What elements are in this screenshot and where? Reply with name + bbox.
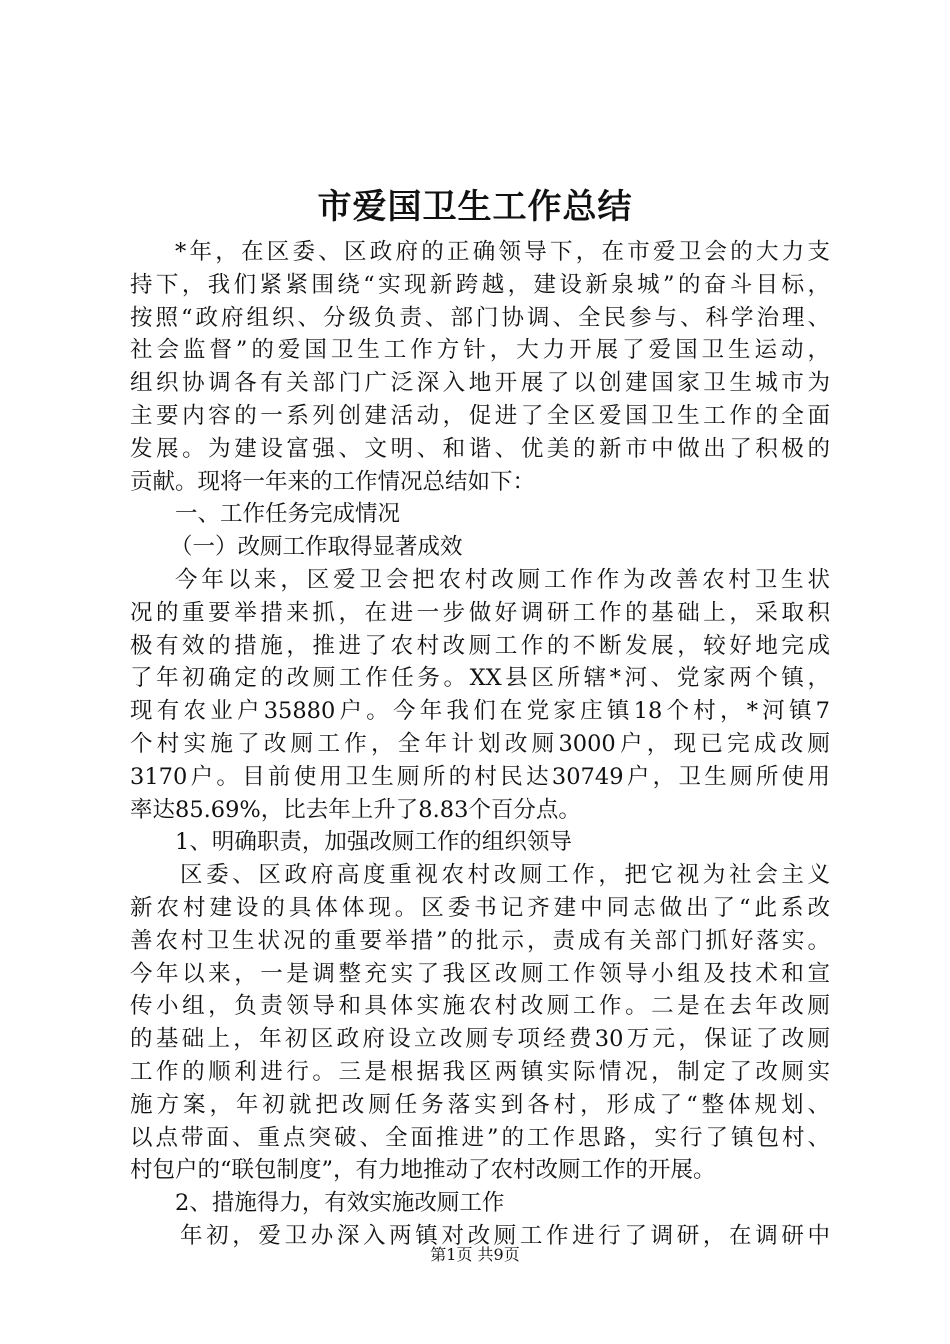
subsection-heading: （一）改厕工作取得显著成效 bbox=[170, 534, 463, 561]
body-line: 3170户。目前使用卫生厕所的村民达30749户，卫生厕所使用 bbox=[130, 763, 830, 790]
body-line: 贡献。现将一年来的工作情况总结如下： bbox=[130, 468, 536, 495]
body-line: 极有效的措施，推进了农村改厕工作的不断发展，较好地完成 bbox=[130, 632, 830, 659]
page-footer: 第1页 共9页 bbox=[430, 1245, 520, 1264]
body-line: *年，在区委、区政府的正确领导下，在市爱卫会的大力支 bbox=[175, 239, 830, 265]
body-line: 个村实施了改厕工作，全年计划改厕3000户，现已完成改厕 bbox=[130, 730, 830, 757]
body-line: 率达85.69%，比去年上升了8.83个百分点。 bbox=[130, 796, 581, 823]
section-heading: 一、工作任务完成情况 bbox=[175, 501, 401, 528]
body-line: 今年以来，区爱卫会把农村改厕工作作为改善农村卫生状 bbox=[175, 566, 830, 593]
body-line: 施方案，年初就把改厕任务落实到各村，形成了“整体规划、 bbox=[130, 1091, 830, 1118]
body-line: 按照“政府组织、分级负责、部门协调、全民参与、科学治理、 bbox=[130, 304, 830, 331]
item-heading: 1、明确职责，加强改厕工作的组织领导 bbox=[175, 829, 572, 856]
body-line: 年初，爱卫办深入两镇对改厕工作进行了调研，在调研中 bbox=[180, 1222, 830, 1249]
body-line: 发展。为建设富强、文明、和谐、优美的新市中做出了积极的 bbox=[130, 435, 830, 462]
body-line: 主要内容的一系列创建活动，促进了全区爱国卫生工作的全面 bbox=[130, 402, 830, 429]
body-line: 的基础上，年初区政府设立改厕专项经费30万元，保证了改厕 bbox=[130, 1026, 830, 1053]
body-line: 以点带面、重点突破、全面推进”的工作思路，实行了镇包村、 bbox=[130, 1124, 830, 1151]
document-title: 市爱国卫生工作总结 bbox=[317, 187, 633, 227]
document-body bbox=[130, 236, 830, 1253]
body-line: 区委、区政府高度重视农村改厕工作，把它视为社会主义 bbox=[180, 862, 830, 889]
body-line: 组织协调各有关部门广泛深入地开展了以创建国家卫生城市为 bbox=[130, 370, 830, 397]
body-line: 今年以来，一是调整充实了我区改厕工作领导小组及技术和宣 bbox=[130, 960, 830, 987]
body-line: 持下，我们紧紧围绕“实现新跨越，建设新泉城”的奋斗目标， bbox=[130, 271, 830, 298]
body-line: 况的重要举措来抓，在进一步做好调研工作的基础上，采取积 bbox=[130, 599, 830, 626]
body-line: 善农村卫生状况的重要举措”的批示，责成有关部门抓好落实。 bbox=[130, 927, 830, 954]
body-line: 了年初确定的改厕工作任务。XX县区所辖*河、党家两个镇， bbox=[130, 665, 830, 692]
body-line: 现有农业户35880户。今年我们在党家庄镇18个村，*河镇7 bbox=[130, 698, 830, 725]
body-line: 传小组，负责领导和具体实施农村改厕工作。二是在去年改厕 bbox=[130, 993, 830, 1020]
body-line: 村包户的“联包制度”，有力地推动了农村改厕工作的开展。 bbox=[130, 1157, 716, 1184]
body-line: 社会监督”的爱国卫生工作方针，大力开展了爱国卫生运动， bbox=[130, 337, 830, 364]
item-heading: 2、措施得力，有效实施改厕工作 bbox=[175, 1190, 505, 1217]
body-line: 新农村建设的具体体现。区委书记齐建中同志做出了“此系改 bbox=[130, 894, 830, 921]
body-line: 工作的顺利进行。三是根据我区两镇实际情况，制定了改厕实 bbox=[130, 1058, 830, 1085]
